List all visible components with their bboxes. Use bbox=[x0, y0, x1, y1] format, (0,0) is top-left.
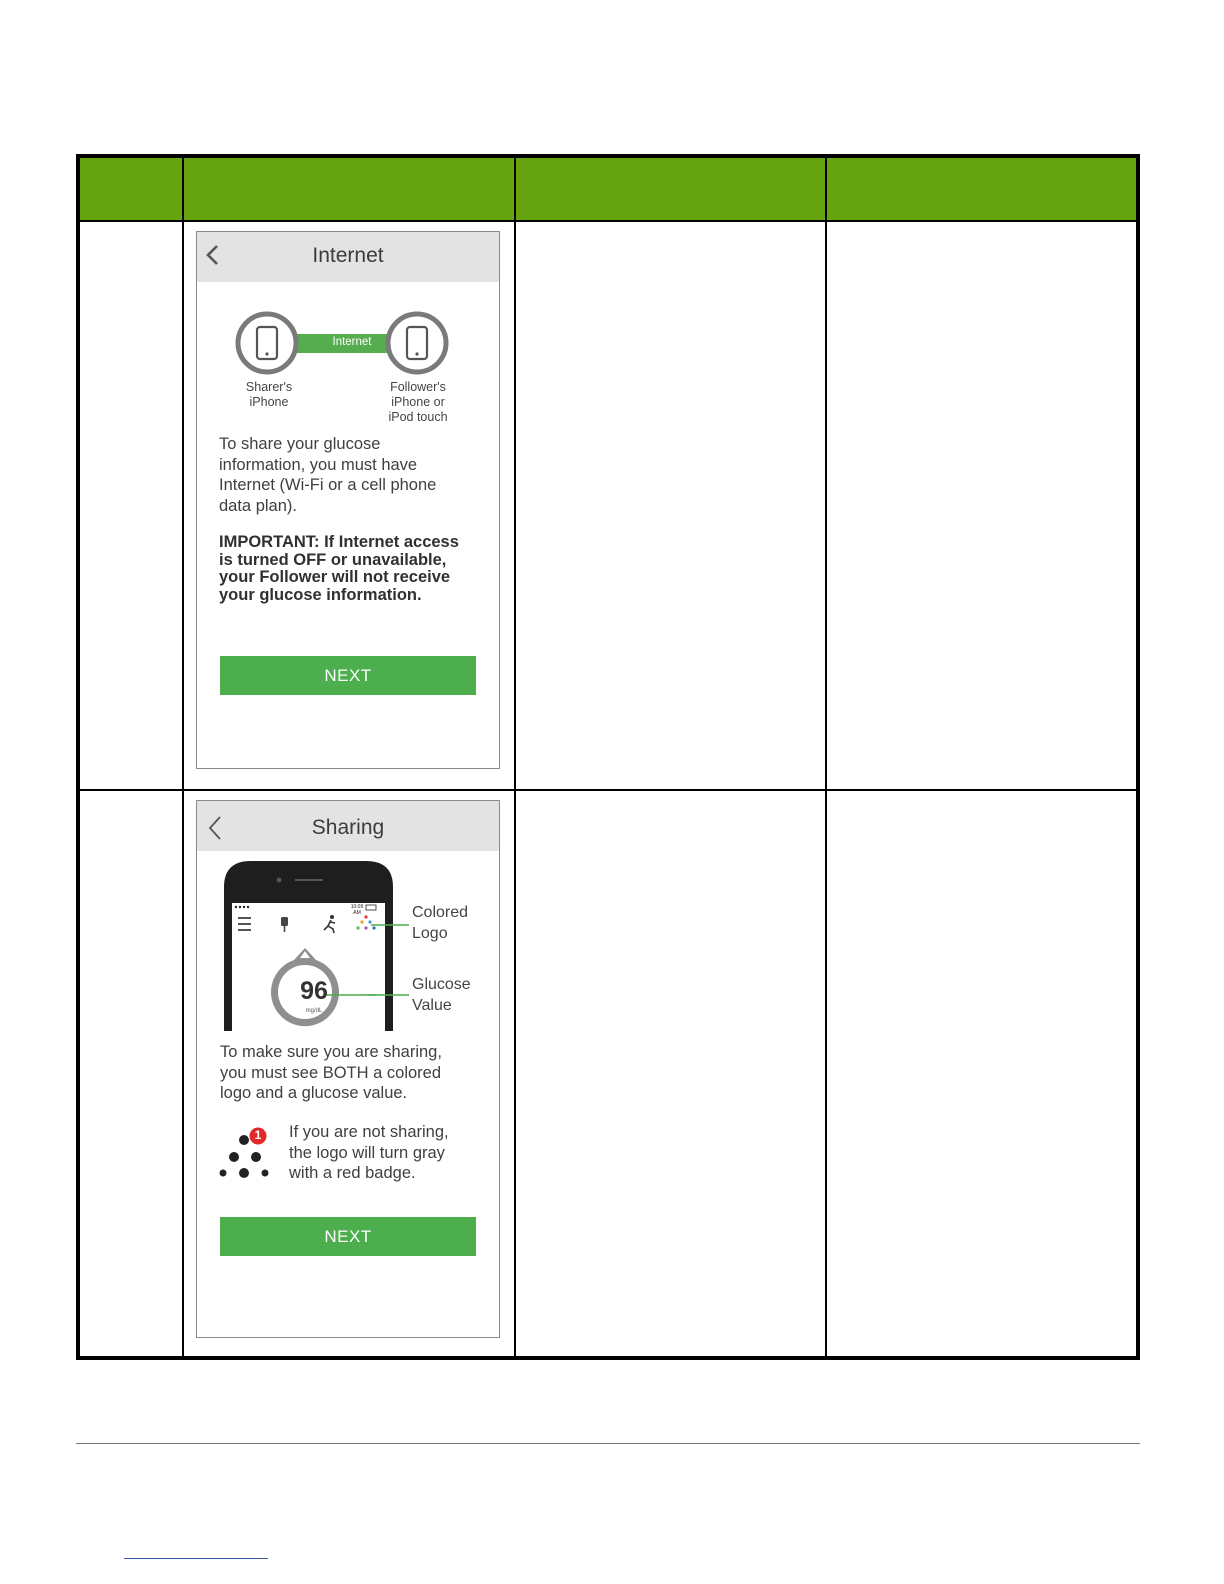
callout-line: Value bbox=[412, 996, 452, 1014]
status-time: 10:09 AM bbox=[350, 904, 364, 916]
text-line: information, you must have bbox=[219, 455, 418, 474]
footer-link-underline[interactable] bbox=[124, 1558, 268, 1559]
sharing-screen-image bbox=[196, 800, 500, 1338]
text-line: the logo will turn gray bbox=[289, 1143, 445, 1162]
sharing-body-text bbox=[220, 1042, 442, 1104]
follower-label bbox=[373, 380, 463, 425]
important-notice bbox=[219, 534, 459, 604]
text-line: Internet (Wi-Fi or a cell phone bbox=[219, 476, 437, 494]
not-sharing-text bbox=[289, 1122, 449, 1184]
callout-line: Glucose bbox=[412, 976, 471, 993]
screen-title: Sharing bbox=[311, 816, 385, 839]
text-line: you must see BOTH a colored bbox=[220, 1063, 442, 1082]
label-line: iPod touch bbox=[388, 410, 448, 424]
column-divider bbox=[825, 158, 827, 1356]
sharer-phone-icon bbox=[238, 314, 296, 372]
next-button[interactable]: NEXT bbox=[220, 1217, 476, 1256]
label-line: iPhone or bbox=[391, 395, 445, 409]
screen-title: Internet bbox=[312, 244, 384, 267]
glucose-value: 96 bbox=[300, 977, 328, 1005]
text-line: If you are not sharing, bbox=[289, 1123, 449, 1141]
row-divider bbox=[80, 220, 1136, 222]
text-line: your Follower will not receive bbox=[219, 568, 451, 586]
internet-screen-image bbox=[196, 231, 500, 769]
sharer-label bbox=[227, 380, 311, 410]
text-line: data plan). bbox=[219, 496, 297, 515]
text-line: is turned OFF or unavailable, bbox=[219, 550, 447, 569]
text-line: IMPORTANT: If Internet access bbox=[219, 533, 459, 551]
text-line: To share your glucose bbox=[219, 435, 381, 453]
footer-divider bbox=[76, 1443, 1140, 1444]
column-divider bbox=[182, 158, 184, 1356]
follower-phone-icon bbox=[388, 314, 446, 372]
label-line: Sharer's bbox=[245, 380, 293, 394]
glucose-unit: mg/dL bbox=[305, 1008, 323, 1014]
glucose-value-callout bbox=[412, 975, 471, 1016]
nav-bar bbox=[197, 801, 499, 851]
colored-logo-callout bbox=[412, 903, 468, 944]
next-button[interactable]: NEXT bbox=[220, 656, 476, 695]
row-divider bbox=[80, 789, 1136, 791]
table-header-row bbox=[80, 158, 1136, 222]
instruction-table bbox=[76, 154, 1140, 1360]
text-line: with a red badge. bbox=[289, 1164, 416, 1182]
gray-logo-with-badge-icon bbox=[217, 1126, 275, 1181]
badge-count: 1 bbox=[254, 1128, 262, 1142]
callout-line: Colored bbox=[412, 904, 469, 921]
connector-label: Internet bbox=[332, 336, 372, 348]
text-line: your glucose information. bbox=[219, 585, 422, 604]
text-line: logo and a glucose value. bbox=[220, 1084, 408, 1102]
nav-bar bbox=[197, 232, 499, 282]
label-line: Follower's bbox=[390, 380, 446, 394]
callout-line: Logo bbox=[412, 924, 448, 942]
glucose-callout-extension bbox=[327, 921, 417, 1001]
label-line: iPhone bbox=[249, 395, 289, 409]
column-divider bbox=[514, 158, 516, 1356]
internet-body-text bbox=[219, 434, 436, 516]
text-line: To make sure you are sharing, bbox=[220, 1043, 442, 1061]
